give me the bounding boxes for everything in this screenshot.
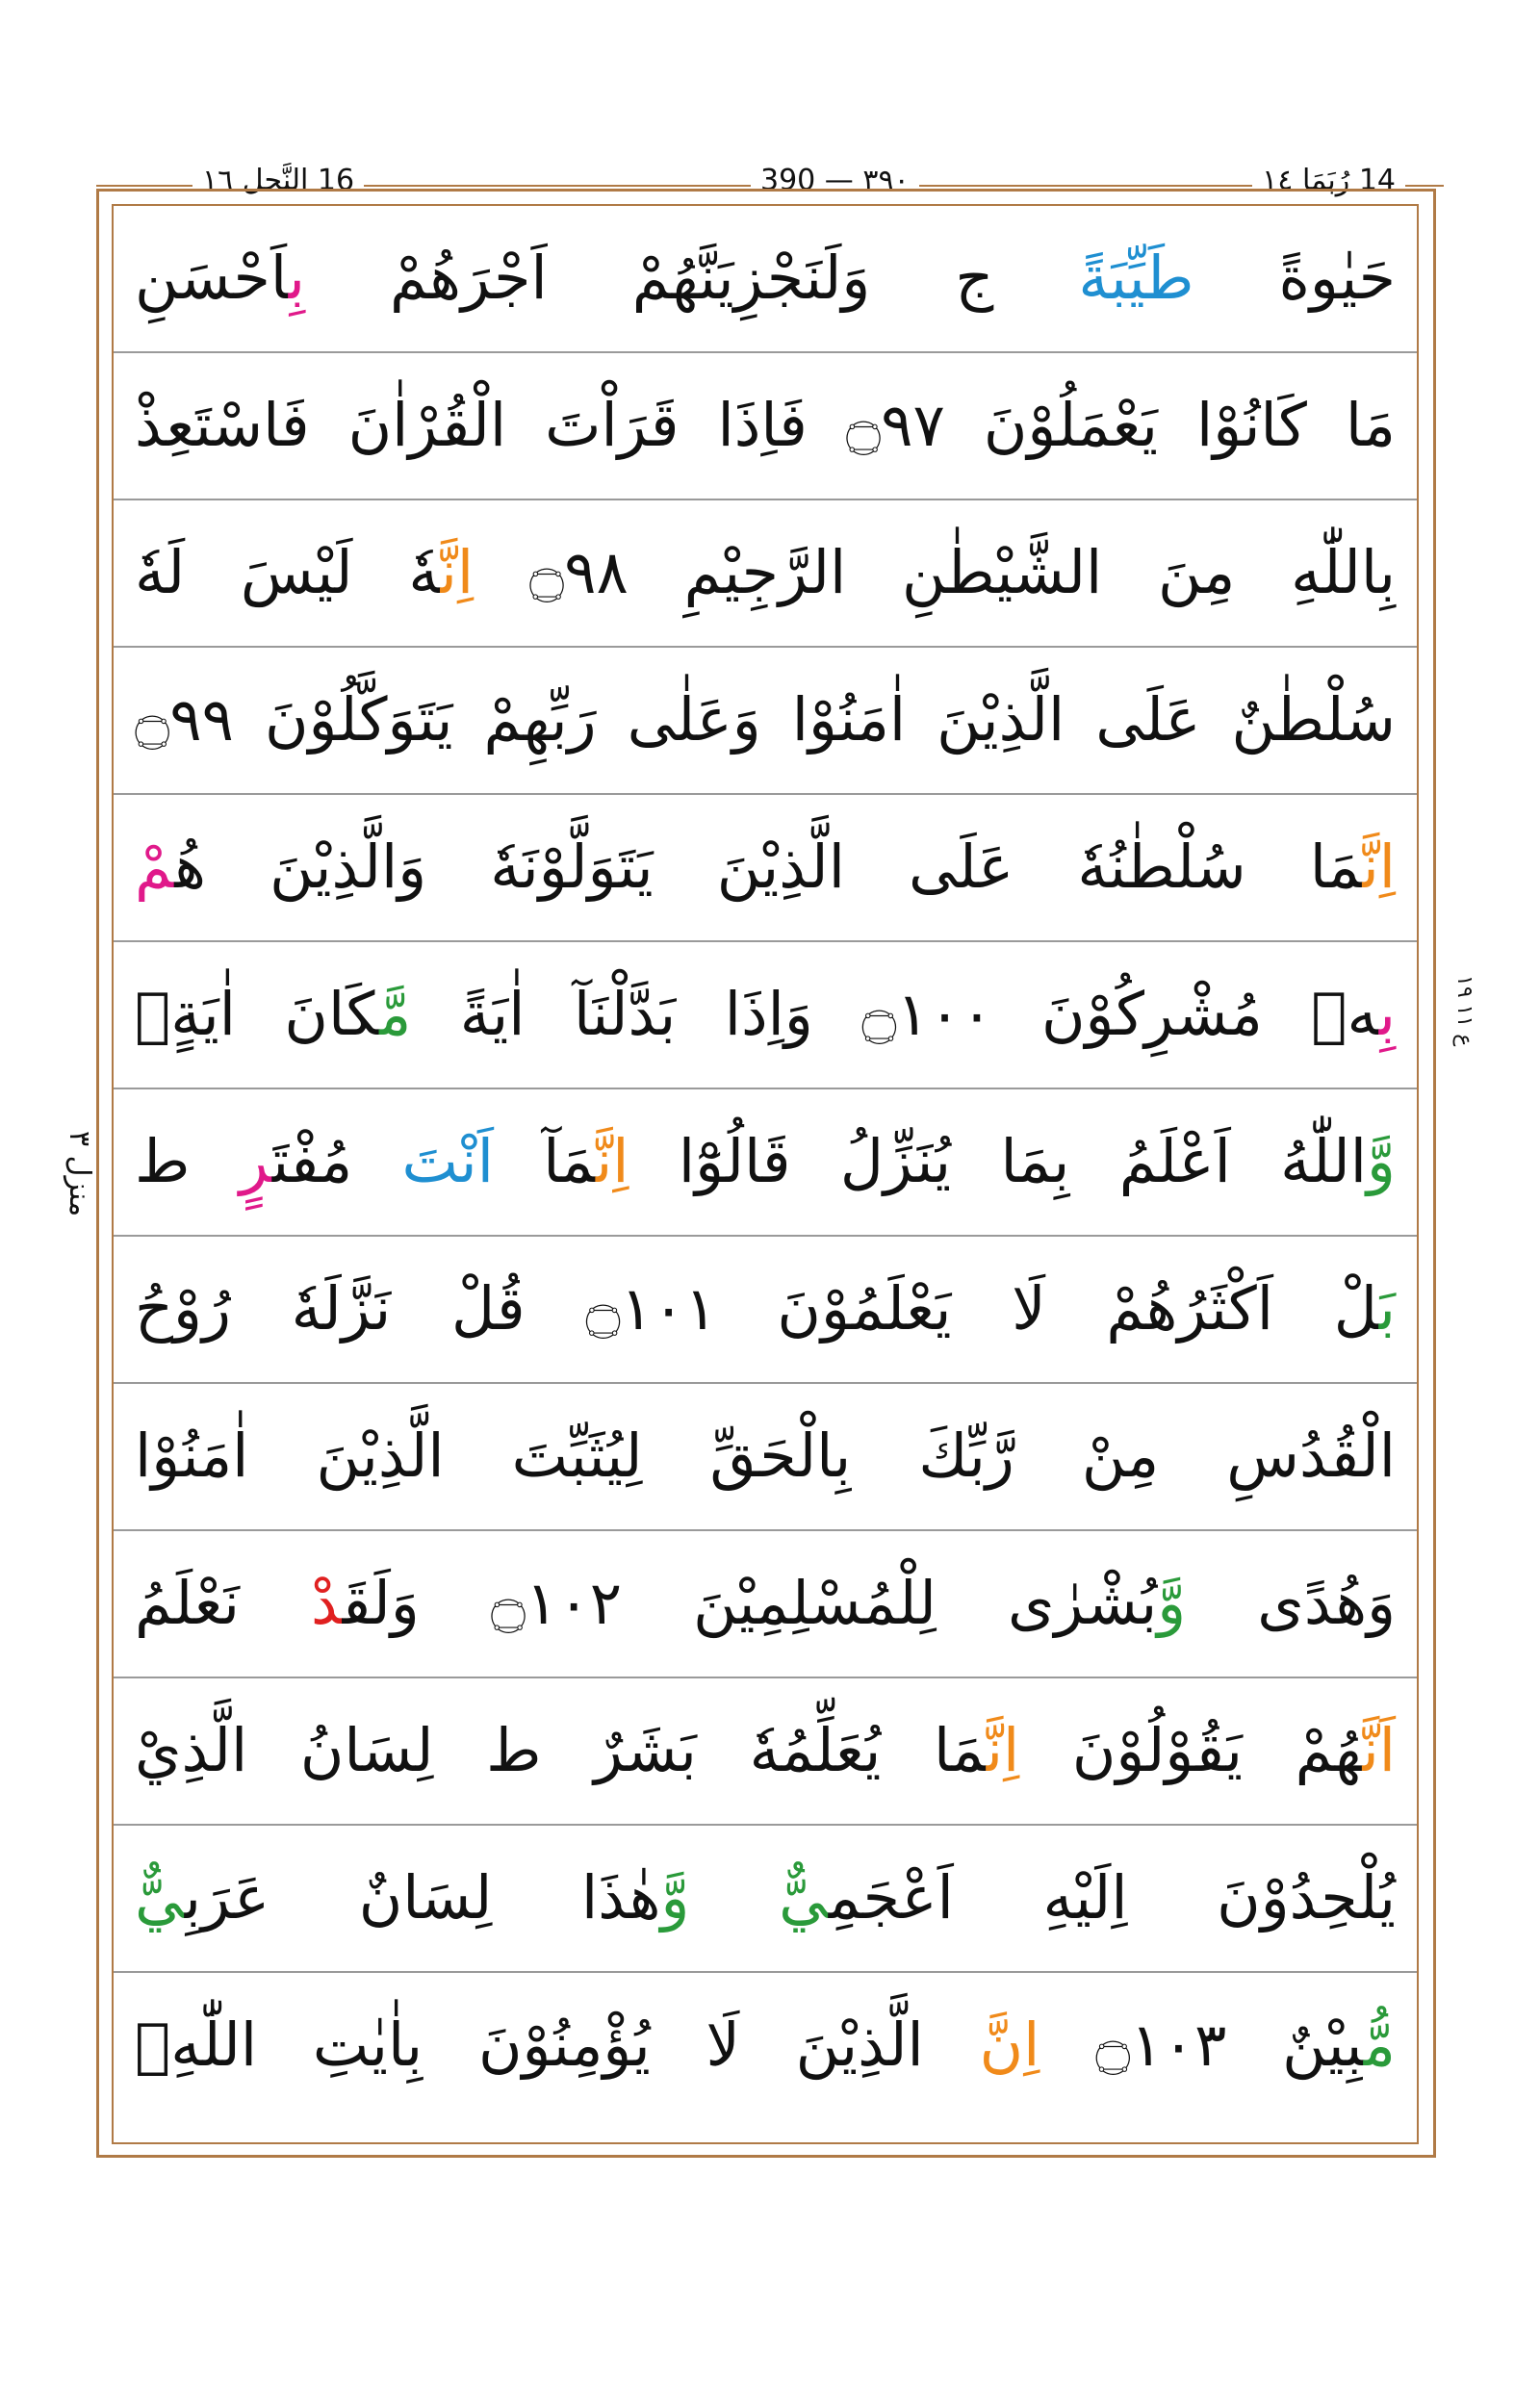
verse-segment: اَنْتَ <box>352 1126 494 1196</box>
verse-segment: اِنَّ <box>986 1715 1020 1785</box>
verse-line-10 <box>114 1531 1417 1678</box>
verse-line-13 <box>114 1973 1417 2120</box>
verse-segment: مْ <box>135 832 175 902</box>
verse-line-4 <box>114 648 1417 795</box>
page-number: ٣٩٠ — 390 <box>751 162 919 200</box>
verse-line-3 <box>114 500 1417 648</box>
verse-line-7 <box>114 1089 1417 1237</box>
verse-line-6 <box>114 942 1417 1089</box>
verse-line-9 <box>114 1384 1417 1531</box>
verse-segment: هُمْ يَقُوْلُوْنَ <box>1019 1715 1363 1785</box>
verse-segment: اللّٰهُ اَعْلَمُ بِمَا يُنَزِّلُ قَالُوْٓا <box>629 1126 1368 1196</box>
verse-segment: اِنَّ <box>1362 832 1396 902</box>
verse-segment: بِ <box>1378 979 1396 1049</box>
verse-segment: هٗ لَيْسَ لَهٗ <box>135 537 441 607</box>
verse-segment: بِاللّٰهِ مِنَ الشَّيْطٰنِ الرَّجِيْمِ ۝٩٨ <box>474 537 1396 607</box>
juz-label: 14 رُبَمَا ١٤ <box>1252 162 1405 200</box>
verse-segment: وَلَنَجْزِيَنَّهُمْ <box>547 243 871 313</box>
verse-segment: الْقُدُسِ مِنْ رَّبِّكَ بِالْحَقِّ لِيُثَبِّتَ الَّذِيْنَ اٰمَنُوْا <box>135 1421 1396 1491</box>
verse-segment: يٌّ <box>689 1862 829 1933</box>
verse-segment: دْ <box>311 1568 343 1638</box>
verse-line-11 <box>114 1678 1417 1826</box>
verse-segment: هٖ مُشْرِكُوْنَ ۝١٠٠ وَاِذَا بَدَّلْنَآ اٰيَةً <box>411 979 1379 1049</box>
verse-segment: اَجْرَهُمْ <box>305 243 548 313</box>
verse-line-8 <box>114 1237 1417 1384</box>
verse-segment: لْ اَكْثَرُهُمْ لَا يَعْلَمُوْنَ ۝١٠١ قُلْ نَزَّلَهٗ رُوْحُ <box>135 1273 1379 1344</box>
verse-segment: اِنَّ <box>596 1126 629 1196</box>
verse-segment: يُلْحِدُوْنَ اِلَيْهِ اَعْجَمِ <box>828 1862 1396 1933</box>
verse-line-1 <box>114 206 1417 353</box>
verse-segment: بَ <box>1378 1273 1397 1344</box>
verse-segment: اَنَّ <box>1362 1715 1396 1785</box>
verse-line-12 <box>114 1826 1417 1973</box>
surah-label: 16 النَّحل ١٦ <box>192 162 364 200</box>
verse-segment: حَيٰوةً <box>1194 243 1396 313</box>
verse-segment: وَّ <box>1367 1126 1396 1196</box>
verse-segment: يٌّ <box>135 1862 185 1933</box>
verse-segment: مُّ <box>1363 2010 1396 2080</box>
verse-segment: مَا سُلْطٰنُهٗ عَلَى الَّذِيْنَ يَتَوَلَّوْنَهٗ وَالَّذِيْنَ هُ <box>174 832 1363 902</box>
verse-segment: طَيِّبَةً <box>993 243 1194 313</box>
verse-segment: بُشْرٰى لِلْمُسْلِمِيْنَ ۝١٠٢ وَلَقَ <box>342 1568 1158 1638</box>
verse-segment: مَآ <box>493 1126 597 1196</box>
verse-segment: هٰذَا لِسَانٌ عَرَبِ <box>184 1862 661 1933</box>
verse-segment: مُفْتَ <box>271 1126 353 1196</box>
verse-segment: مَا كَانُوْا يَعْمَلُوْنَ ۝٩٧ فَاِذَا قَرَاْتَ الْقُرْاٰنَ فَاسْتَعِذْ <box>135 390 1396 460</box>
verse-segment: مَا يُعَلِّمُهٗ بَشَرٌ ط لِسَانُ الَّذِيْ <box>135 1715 987 1785</box>
verse-segment: وَّ <box>660 1862 690 1933</box>
verse-segment: وَّ <box>1157 1568 1187 1638</box>
verse-segment: بِيْنٌ ۝١٠٣ <box>1040 2010 1364 2080</box>
verse-segment: ط <box>135 1126 191 1196</box>
ruku-marker: ع ١١ ١٩ <box>1452 974 1476 1047</box>
verse-segment: مَّ <box>379 979 412 1049</box>
verse-line-2 <box>114 353 1417 500</box>
verse-segment: اَحْسَنِ <box>135 243 289 313</box>
verse-segment: رٍ <box>190 1126 272 1196</box>
verse-segment: كَانَ اٰيَةٍ <box>135 979 380 1049</box>
verse-segment: ج <box>870 243 994 313</box>
verse-segment: وَهُدًى <box>1186 1568 1397 1638</box>
verse-segment: نَعْلَمُ <box>135 1568 312 1638</box>
quran-text-block <box>114 206 1417 2142</box>
verse-line-5 <box>114 795 1417 942</box>
verse-segment: الَّذِيْنَ لَا يُؤْمِنُوْنَ بِاٰيٰتِ اللّٰهِ <box>135 2010 924 2080</box>
verse-segment: بِ <box>288 243 305 313</box>
manzil-marker: منزل ٣ <box>63 1131 96 1217</box>
verse-segment: اِنَّ <box>440 537 475 607</box>
verse-segment: اِنَّ <box>923 2010 1040 2080</box>
verse-segment: سُلْطٰنٌ عَلَى الَّذِيْنَ اٰمَنُوْا وَعَلٰى رَبِّهِمْ يَتَوَكَّلُوْنَ ۝٩٩ <box>135 684 1396 755</box>
